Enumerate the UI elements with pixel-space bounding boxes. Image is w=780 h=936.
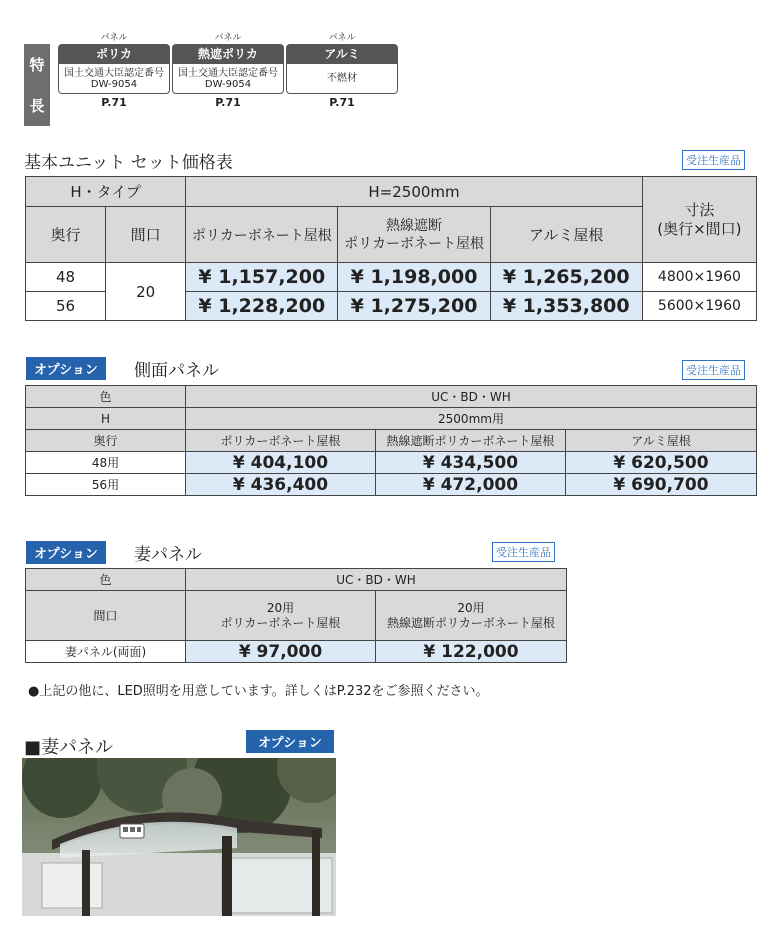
basic-price-table [25,176,757,321]
features-side-label [24,44,50,126]
table-row [26,263,757,292]
header-alu-roof: アルミ屋根 [490,207,642,263]
price-cell: ¥ 436,400 [186,474,376,496]
features-char-2: 長 [29,97,45,115]
price-cell: ¥ 434,500 [376,452,566,474]
photo-section-title: ■妻パネル [24,737,114,758]
table-row [26,474,757,496]
price-cell: ¥ 620,500 [566,452,757,474]
feature-box [286,64,398,94]
header-poly-roof: ポリカーボネート屋根 [186,207,338,263]
gable-panel-photo [22,758,336,916]
color-label: 色 [26,569,186,591]
header-heat-roof: 熱線遮断 ポリカーボネート屋根 [338,207,490,263]
header-h-type: H・タイプ [26,177,186,207]
gable-panel-title: 妻パネル [134,545,202,565]
header-dimensions: 寸法 (奥行×間口) [642,177,756,263]
feature-name: アルミ [286,44,398,64]
feature-page: P.71 [215,96,241,109]
made-to-order-badge: 受注生産品 [682,360,745,380]
color-value: UC・BD・WH [186,386,757,408]
side-panel-table [25,385,757,496]
table-row [26,641,567,663]
color-value: UC・BD・WH [186,569,567,591]
feature-box-line: 不燃材 [327,73,357,84]
gable-panel-table [25,568,567,663]
price-cell: ¥ 404,100 [186,452,376,474]
header-heat-roof: 20用 熱線遮断ポリカーボネート屋根 [376,591,567,641]
price-cell: ¥ 1,157,200 [186,263,338,292]
price-cell: ¥ 97,000 [186,641,376,663]
feature-box-line: 国土交通大臣認定番号 [178,67,278,79]
feature-small-label: パネル [100,33,128,43]
option-tag: オプション [26,357,106,380]
header-alu-roof: アルミ屋根 [566,430,757,452]
price-cell: ¥ 122,000 [376,641,567,663]
feature-box-line: 国土交通大臣認定番号 [64,67,164,79]
depth-cell: 56 [26,292,106,321]
price-cell: ¥ 472,000 [376,474,566,496]
header-poly-roof: 20用 ポリカーボネート屋根 [186,591,376,641]
photo-illustration [22,758,336,916]
price-cell: ¥ 1,275,200 [338,292,490,321]
dimension-cell: 5600×1960 [642,292,756,321]
feature-small-label: パネル [328,33,356,43]
header-width: 間口 [106,207,186,263]
feature-small-label: パネル [214,33,242,43]
price-cell: ¥ 1,198,000 [338,263,490,292]
header-heat-roof: 熱線遮断ポリカーボネート屋根 [376,430,566,452]
price-cell: ¥ 1,265,200 [490,263,642,292]
depth-cell: 56用 [26,474,186,496]
feature-polycarbonate [58,30,170,109]
width-label: 間口 [26,591,186,641]
feature-box [172,64,284,94]
feature-aluminum [286,30,398,109]
feature-heat-polycarbonate [172,30,284,109]
note-text: ●上記の他に、LED照明を用意しています。詳しくはP.232をご参照ください。 [28,684,489,699]
feature-box [58,64,170,94]
header-poly-roof: ポリカーボネート屋根 [186,430,376,452]
depth-cell: 48用 [26,452,186,474]
depth-label: 奥行 [26,430,186,452]
depth-cell: 48 [26,263,106,292]
price-cell: ¥ 690,700 [566,474,757,496]
basic-table-title: 基本ユニット セット価格表 [24,153,233,173]
h-value: 2500mm用 [186,408,757,430]
header-depth: 奥行 [26,207,106,263]
feature-name: 熱遮ポリカ [172,44,284,64]
price-cell: ¥ 1,353,800 [490,292,642,321]
price-cell: ¥ 1,228,200 [186,292,338,321]
made-to-order-badge: 受注生産品 [682,150,745,170]
width-cell: 20 [106,263,186,321]
made-to-order-badge: 受注生産品 [492,542,555,562]
feature-page: P.71 [101,96,127,109]
feature-page: P.71 [329,96,355,109]
feature-box-line: DW-9054 [204,78,252,90]
feature-box-line: DW-9054 [90,78,138,90]
option-tag: オプション [26,541,106,564]
features-char-1: 特 [29,56,45,74]
feature-name: ポリカ [58,44,170,64]
color-label: 色 [26,386,186,408]
table-row [26,452,757,474]
dimension-cell: 4800×1960 [642,263,756,292]
header-h-value: H=2500mm [186,177,643,207]
option-tag: オプション [246,730,334,753]
h-label: H [26,408,186,430]
side-panel-title: 側面パネル [134,361,219,381]
row-label: 妻パネル(両面) [26,641,186,663]
